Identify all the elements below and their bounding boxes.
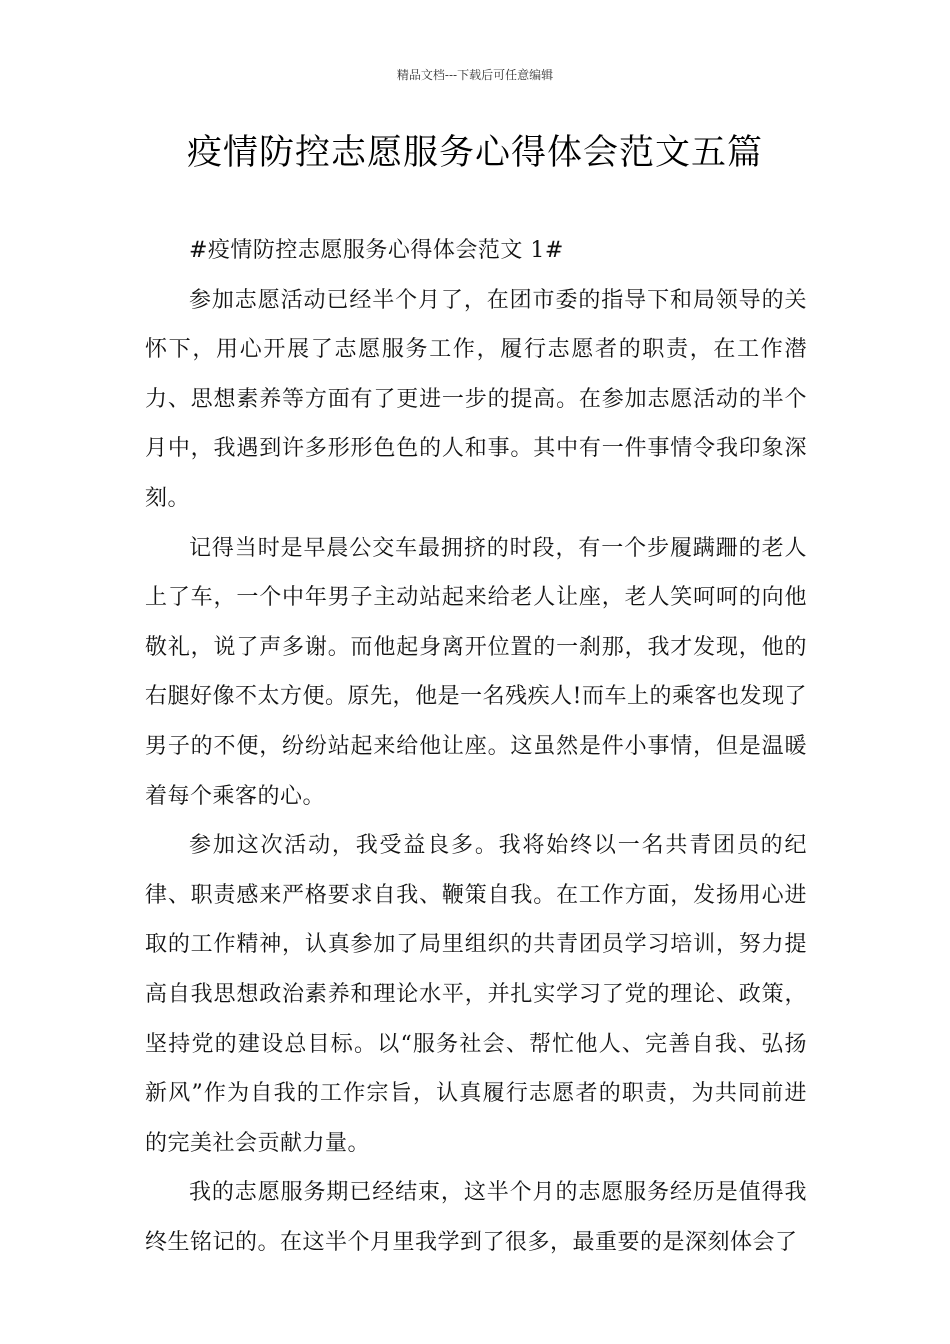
paragraph: 参加这次活动，我受益良多。我将始终以一名共青团员的纪律、职责感来严格要求自我、鞭策自我。在工作方面，发扬用心进取的工作精神，认真参加了局里组织的共青团员学习培训，努力提高自我思想政治素养和理论水平，并扎实学习了党的理论、政策，坚持党的建设总目标。以“服务社会、帮忙他人、完善自我、弘扬新风”作为自我的工作宗旨，认真履行志愿者的职责，为共同前进的完美社会贡献力量。 bbox=[145, 833, 807, 1156]
header-note: 精品文档---下载后可任意编辑 bbox=[396, 68, 554, 82]
document-title: 疫情防控志愿服务心得体会范文五篇 bbox=[186, 133, 763, 173]
paragraph: 我的志愿服务期已经结束，这半个月的志愿服务经历是值得我终生铭记的。在这半个月里我学到了很多，最重要的是深刻体会了 bbox=[145, 1180, 807, 1255]
paragraph: 参加志愿活动已经半个月了，在团市委的指导下和局领导的关怀下，用心开展了志愿服务工作，履行志愿者的职责，在工作潜力、思想素养等方面有了更进一步的提高。在参加志愿活动的半个月中，我遇到许多形形色色的人和事。其中有一件事情令我印象深刻。 bbox=[145, 287, 807, 511]
document-body bbox=[145, 226, 807, 1267]
paragraph: 记得当时是早晨公交车最拥挤的时段，有一个步履蹒跚的老人上了车，一个中年男子主动站起来给老人让座，老人笑呵呵的向他敬礼，说了声多谢。而他起身离开位置的一刹那，我才发现，他的右腿好像不太方便。原先，他是一名残疾人!而车上的乘客也发现了男子的不便，纷纷站起来给他让座。这虽然是件小事情，但是温暖着每个乘客的心。 bbox=[145, 535, 807, 809]
section-heading: #疫情防控志愿服务心得体会范文 1# bbox=[189, 238, 564, 263]
